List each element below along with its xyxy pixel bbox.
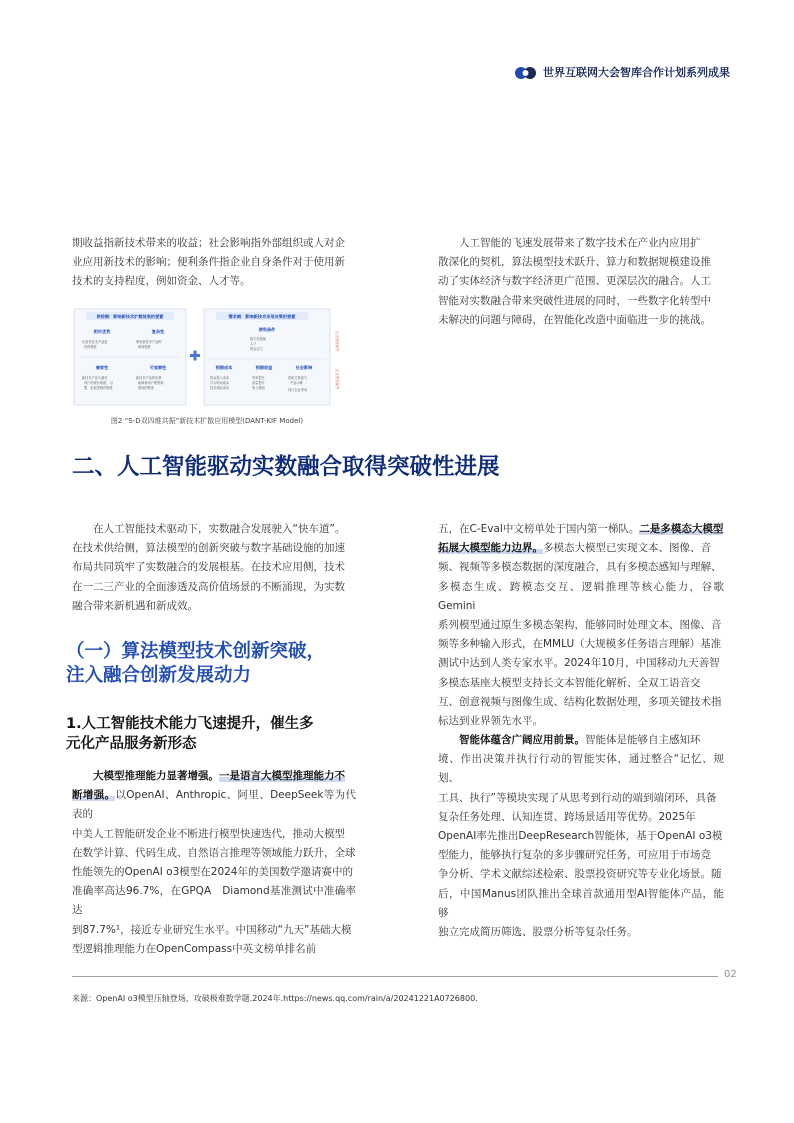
figure-caption: 图2 “S-D双四维共振”新技术扩散应用模型(DANT-KIF Model) [110, 417, 304, 425]
top-left-paragraph: 期收益指新技术带来的收益；社会影响指外部组织或人对企 业应用新技术的影响；便利条件指企业自身条件对于使用新 技术的支持程度，例如资金、人才等。 [72, 237, 345, 288]
svg-text:资金投入成本: 资金投入成本 [210, 376, 230, 380]
svg-text:供给方资质与: 供给方资质与 [288, 376, 308, 380]
svg-text:比原有技术产品更: 比原有技术产品更 [82, 340, 108, 344]
subsection-heading: （一）算法模型技术创新突破， 注入融合创新发展动力 [66, 641, 326, 686]
figure-right-title: 需求侧：影响新技术采用决策的要素 [228, 314, 296, 319]
svg-text:数字化基础: 数字化基础 [250, 337, 266, 341]
right-agent-paragraph: 智能体蕴含广阔应用前景。智能体是能够自主感知环 境、作出决策并执行行动的智能实体，通过整合“记忆、规划、 工具、执行”等模块实现了从思考到行动的端到端闭环，具备 复杂任务处理、认知连贯、跨场景适用等优势。2025年 OpenAI率先推出DeepResearch智能体，基于OpenAI o3模 型能力，能够执行复杂的多步骤研究任务，可应用于市场竞 争分析、学术文献综述检索、股票投资研究等专业化场景。随 后，中国Manus团队推出全球首款通用型AI智能体产品，能够 独立完成简历筛选、股票分析等复杂任务。 [438, 734, 724, 939]
figure-left-title: 供给侧：影响新技术扩散效果的要素 [96, 314, 164, 319]
svg-text:能够被用户观察和: 能够被用户观察和 [138, 381, 164, 385]
svg-text:新技术产品与潜在: 新技术产品与潜在 [82, 376, 108, 380]
figure-side-label: 企业内部条件 [335, 331, 339, 352]
svg-text:资金实力: 资金实力 [250, 347, 263, 351]
svg-text:同行企业采用: 同行企业采用 [288, 388, 308, 392]
figure-cell-title: 社会影响 [295, 365, 313, 370]
figure-cell-title: 可观察性 [149, 365, 167, 370]
figure-cell-title: 兼容性 [95, 365, 109, 370]
footnote-source: 来源：OpenAI o3模型压轴登场，攻破极难数学题.2024年.https://news.qq.com/rain/a/20241221A0726800. [72, 994, 478, 1003]
figure-cell-title: 预期收益 [255, 365, 273, 370]
header-logo-icon [514, 66, 538, 80]
figure-side-label: 企业外部条件 [335, 369, 339, 390]
svg-text:收入增加: 收入增加 [252, 386, 265, 390]
section-heading: 二、人工智能驱动实数融合取得突破性进展 [72, 454, 500, 480]
left-body-paragraph: 大模型推理能力显著增强。一是语言大模型推理能力不 断增强。以OpenAI、Anthropic、阿里、DeepSeek等为代表的 中美人工智能研发企业不断进行模型快速迭代，推动大模型 在数学计算、代码生成、自然语言推理等领域能力跃升，全球 性能领先的OpenAI o3模型在2024年的美国数学邀请赛中的 准确率高达96.7%，在GPQA Diamond基准测试中准确率达 到87.7%¹，接近专业研究生水平。中国移动“九天”基础大模 型逻辑推理能力在OpenCompass中英文榜单排名前 [72, 770, 357, 955]
svg-text:难易程度: 难易程度 [138, 345, 151, 349]
header-title: 世界互联网大会智库合作计划系列成果 [543, 66, 730, 79]
svg-text:新技术产品的优势: 新技术产品的优势 [136, 376, 162, 380]
svg-text:学习时间成本: 学习时间成本 [210, 381, 230, 385]
right-body-paragraph: 五，在C-Eval中文榜单处于国内第一梯队。二是多模态大模型 拓展大模型能力边界。多模态大模型已实现文本、图像、音 频、视频等多模态数据的深度融合，具有多模态感知与理解、 多模态生成、跨模态交互、逻辑推理等核心能力，谷歌Gemini 系列模型通过原生多模态架构，能够同时处理文本、图像、音 频等多种输入形式，在MMLU（大规模多任务语言理解）基准 测试中达到人类专家水平。2024年10月，中国移动九天善智 多模态基座大模型支持长文本智能化解析、全双工语音交 互、创意视频与图像生成、结构化数据处理，多项关键技术指 标达到业界领先水平。 [438, 523, 724, 728]
figure-cell-title: 便利条件 [258, 327, 276, 332]
footer-divider [72, 976, 718, 977]
svg-text:效率提升: 效率提升 [252, 376, 265, 380]
top-right-paragraph: 人工智能的飞速发展带来了数字技术在产业内应用扩 散深化的契机，算法模型技术跃升、算力和数据规模建设推 动了实体经济与数字经济更广范围、更深层次的融合。人工 智能对实数融合带来突破性进展的同时，一些数字化转型中 未解决的问题与障碍，在智能化改造中面临进一步的挑战。 [438, 237, 711, 326]
svg-text:好的程度: 好的程度 [84, 345, 97, 349]
page-number: 02 [724, 969, 737, 980]
svg-text:用户的现有系统、习: 用户的现有系统、习 [84, 381, 113, 385]
svg-text:产品口碑: 产品口碑 [290, 381, 303, 385]
figure-cell-title: 相对优势 [93, 329, 111, 334]
subsubsection-heading: 1.人工智能技术能力飞速提升，催生多 元化产品服务新形态 [66, 716, 314, 752]
figure-cell-title: 预期成本 [215, 365, 233, 370]
svg-text:质量提升: 质量提升 [252, 381, 265, 385]
figure-cell-title: 复杂性 [151, 329, 165, 334]
svg-text:惯、价值等相符程度: 惯、价值等相符程度 [84, 386, 113, 390]
plus-icon [190, 351, 200, 361]
svg-text:感知的程度: 感知的程度 [138, 386, 154, 390]
left-intro-paragraph: 在人工智能技术驱动下，实数融合发展驶入“快车道”。 在技术供给侧，算法模型的创新突破与数字基础设施的加速 布局共同筑牢了实数融合的发展根基。在技术应用侧，技术 在一二三产业的全面渗透及高价值场景的不断涌现，为实数 融合带来新机遇和新成效。 [72, 523, 346, 612]
svg-text:技术风险成本: 技术风险成本 [210, 386, 230, 390]
svg-text:人才: 人才 [250, 342, 257, 346]
svg-text:使用新技术产品的: 使用新技术产品的 [136, 340, 162, 344]
dant-kif-model-figure [72, 307, 342, 407]
